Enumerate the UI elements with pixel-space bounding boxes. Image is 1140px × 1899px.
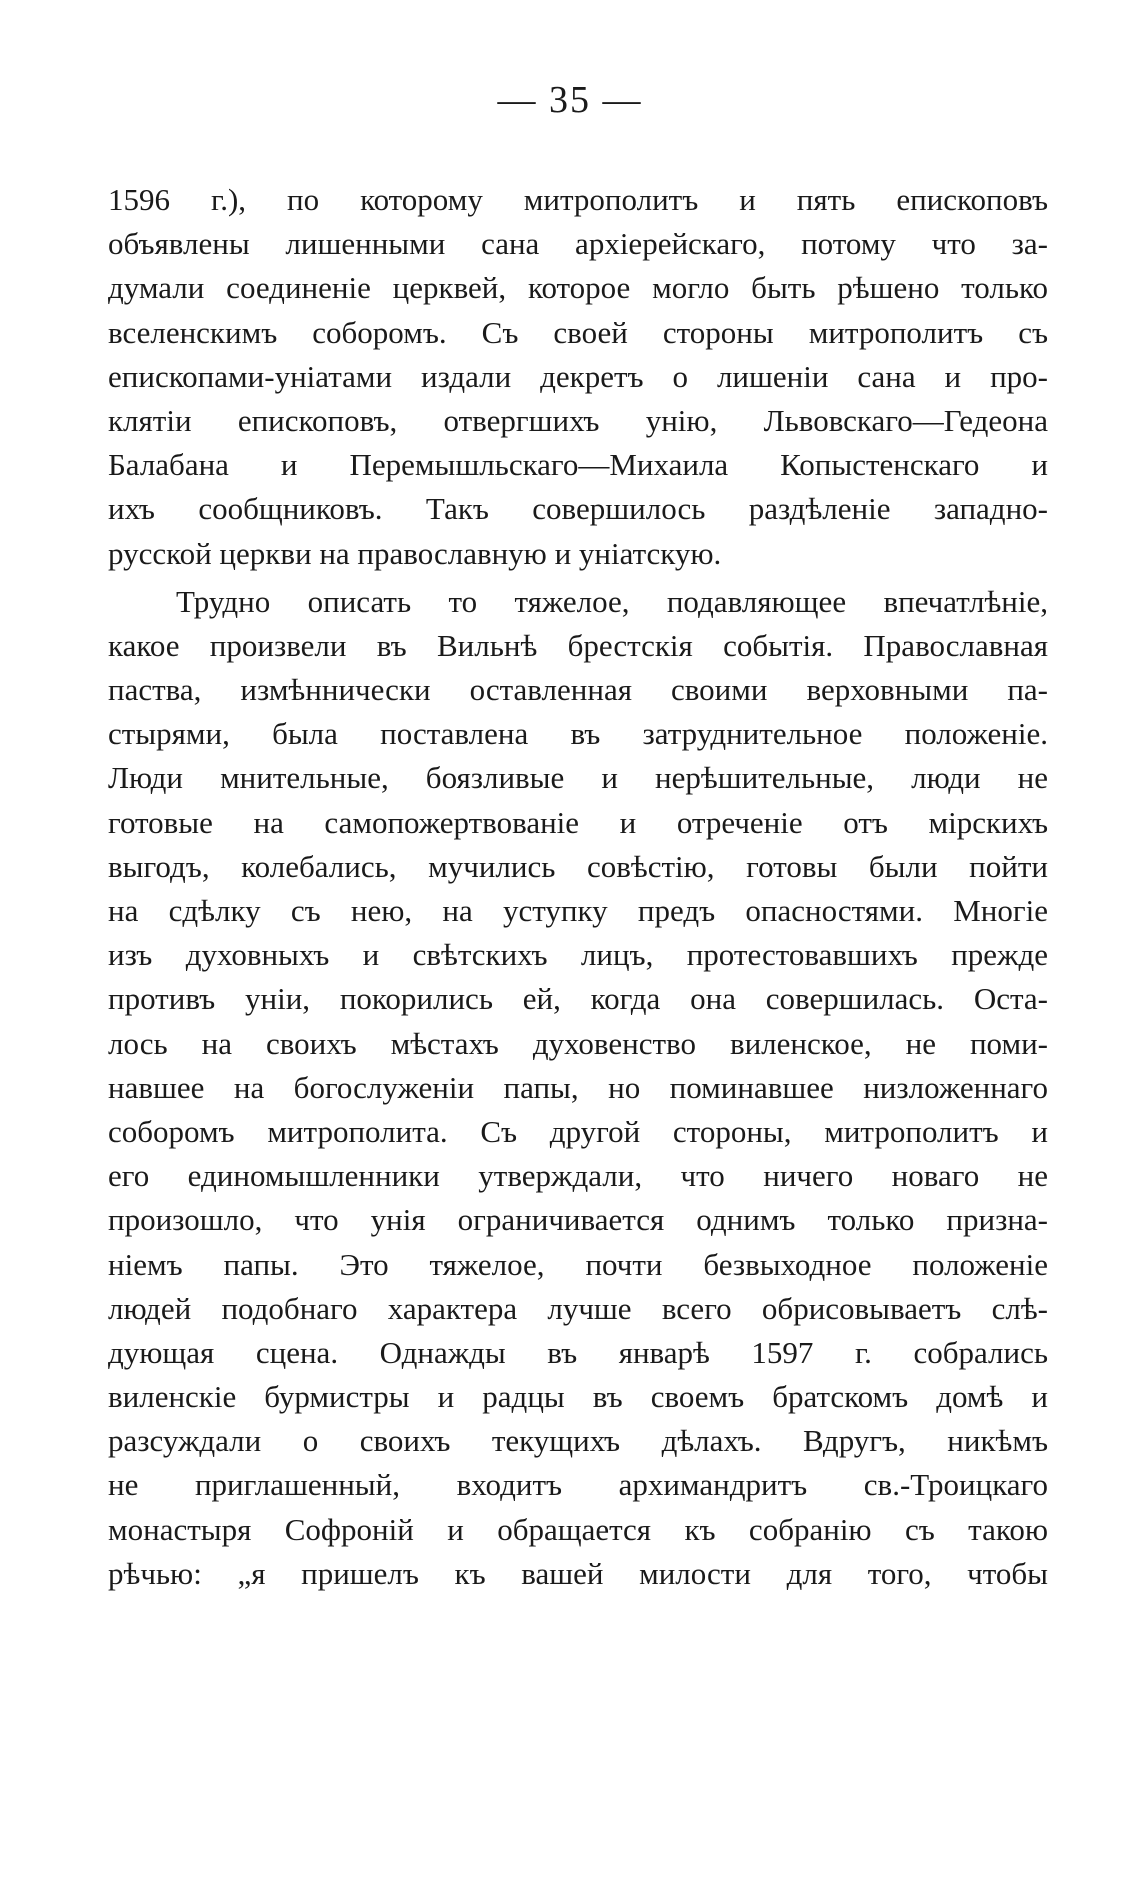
text-line: людей подобнаго характера лучше всего обрисовываетъ слѣ- (108, 1290, 1048, 1326)
text-line: готовые на самопожертвованіе и отреченіе отъ мірскихъ (108, 804, 1048, 840)
text-line: Трудно описать то тяжелое, подавляющее впечатлѣніе, (176, 583, 1048, 619)
text-line: ихъ сообщниковъ. Такъ совершилось раздѣленіе западно- (108, 491, 1048, 527)
text-line: навшее на богослуженіи папы, но поминавшее низложеннаго (108, 1069, 1048, 1105)
text-line: не приглашенный, входитъ архимандритъ св.-Троицкаго (108, 1467, 1048, 1503)
text-line: противъ уніи, покорились ей, когда она совершилась. Оста- (108, 981, 1048, 1017)
text-line: на сдѣлку съ нею, на уступку предъ опасностями. Многіе (108, 893, 1048, 928)
paragraph-1 (108, 178, 1048, 576)
text-line: Люди мнительные, боязливые и нерѣшительные, люди не (108, 760, 1048, 796)
body-text (108, 178, 1048, 1596)
text-line: объявлены лишенными сана архіерейскаго, потому что за- (108, 226, 1048, 262)
paragraph-2 (108, 580, 1048, 1596)
text-line: стырями, была поставлена въ затруднительное положеніе. (108, 716, 1048, 752)
text-line: русской церкви на православную и уніатскую. (108, 535, 722, 571)
text-line: клятіи епископовъ, отвергшихъ унію, Львовскаго—Гедеона (108, 402, 1048, 438)
text-line: паства, измѣннически оставленная своими верховными па- (108, 672, 1048, 708)
text-line: монастыря Софроній и обращается къ собранію съ такою (108, 1511, 1048, 1547)
text-line: произошло, что унія ограничивается однимъ только призна- (108, 1202, 1048, 1238)
page-number: — 35 — (497, 79, 643, 121)
text-line: виленскіе бурмистры и радцы въ своемъ братскомъ домѣ и (108, 1379, 1048, 1415)
text-line: Балабана и Перемышльскаго—Михаила Копыстенскаго и (108, 447, 1048, 483)
text-line: вселенскимъ соборомъ. Съ своей стороны митрополитъ съ (108, 314, 1048, 350)
text-line: выгодъ, колебались, мучились совѣстію, готовы были пойти (108, 848, 1048, 884)
text-line: соборомъ митрополита. Съ другой стороны, митрополитъ и (108, 1113, 1048, 1149)
text-line: лось на своихъ мѣстахъ духовенство виленское, не поми- (108, 1025, 1048, 1061)
text-line: его единомышленники утверждали, что ничего новаго не (108, 1158, 1048, 1194)
text-line: дующая сцена. Однажды въ январѣ 1597 г. собрались (108, 1334, 1048, 1370)
text-line: 1596 г.), по которому митрополитъ и пять епископовъ (108, 182, 1048, 217)
text-line: рѣчью: „я пришелъ къ вашей милости для того, чтобы (108, 1555, 1048, 1591)
text-line: думали соединеніе церквей, которое могло быть рѣшено только (108, 270, 1048, 306)
text-line: епископами-уніатами издали декретъ о лишеніи сана и про- (108, 358, 1048, 394)
text-line: какое произвели въ Вильнѣ брестскія событія. Православная (108, 627, 1048, 663)
text-line: изъ духовныхъ и свѣтскихъ лицъ, протестовавшихъ прежде (108, 937, 1048, 973)
text-line: разсуждали о своихъ текущихъ дѣлахъ. Вдругъ, никѣмъ (108, 1423, 1048, 1459)
text-line: ніемъ папы. Это тяжелое, почти безвыходное положеніе (108, 1246, 1048, 1282)
